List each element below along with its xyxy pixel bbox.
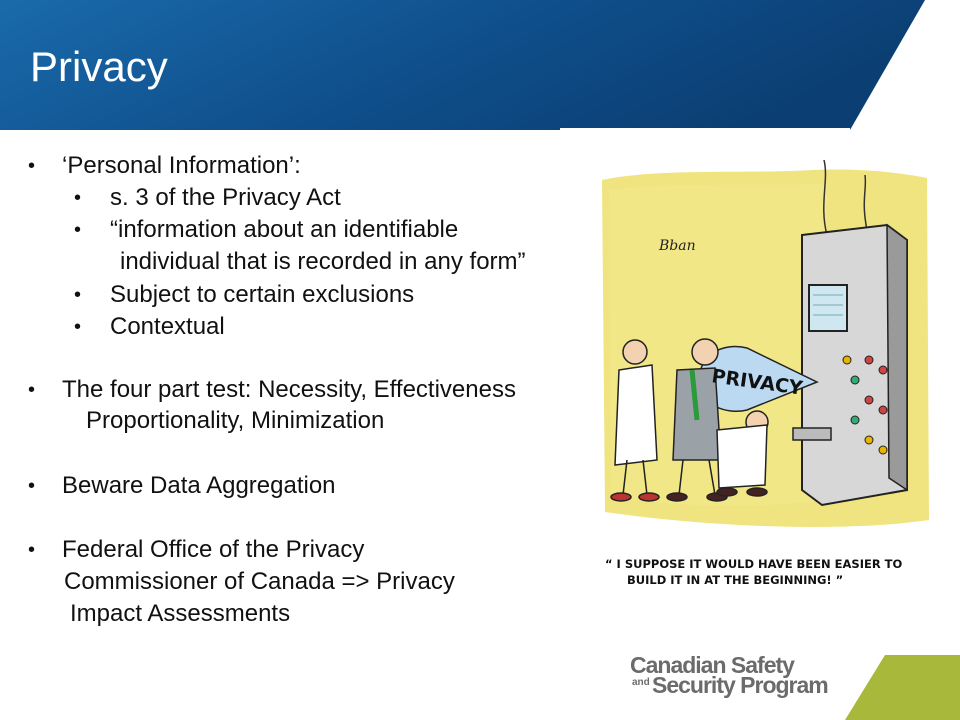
cartoon-signature: Bban	[659, 238, 696, 254]
sub-bullet-marker: •	[74, 284, 82, 306]
sub-bullet-marker: •	[74, 316, 82, 338]
logo-and: and	[632, 677, 650, 688]
cartoon-caption-line2: BUILD IT IN AT THE BEGINNING! ”	[627, 573, 844, 587]
sub-bullet-exclusions: Subject to certain exclusions	[110, 281, 415, 308]
sub-bullet-marker: •	[74, 187, 82, 209]
sub-bullet-definition-line2: individual that is recorded in any form”	[120, 248, 526, 275]
bullet-marker: •	[28, 539, 36, 561]
bullet-four-part-test-line1: The four part test: Necessity, Effectiveness	[62, 376, 516, 403]
bullet-marker: •	[28, 155, 36, 177]
bullet-data-aggregation: Beware Data Aggregation	[62, 472, 336, 499]
bullet-federal-office-line1: Federal Office of the Privacy	[62, 536, 365, 563]
logo-line1: Canadian Safety	[630, 652, 794, 678]
cartoon-machine-label: PRIVACY	[710, 365, 804, 400]
bullet-personal-information: ‘Personal Information’:	[62, 152, 301, 179]
sub-bullet-definition-line1: “information about an identifiable	[110, 216, 459, 243]
bullet-federal-office-line2: Commissioner of Canada => Privacy	[64, 568, 455, 595]
privacy-cartoon	[597, 160, 934, 600]
sub-bullet-contextual: Contextual	[110, 313, 225, 340]
sub-bullet-privacy-act: s. 3 of the Privacy Act	[110, 184, 341, 211]
cartoon-caption-line1: “ I SUPPOSE IT WOULD HAVE BEEN EASIER TO	[605, 557, 903, 571]
slide-title: Privacy	[30, 43, 168, 90]
bullet-marker: •	[28, 379, 36, 401]
bullet-federal-office-line3: Impact Assessments	[70, 600, 291, 627]
sub-bullet-marker: •	[74, 219, 82, 241]
logo-line2: Security Program	[652, 672, 828, 698]
bullet-four-part-test-line2: Proportionality, Minimization	[86, 407, 385, 434]
corner-accent	[840, 655, 960, 720]
bullet-marker: •	[28, 475, 36, 497]
